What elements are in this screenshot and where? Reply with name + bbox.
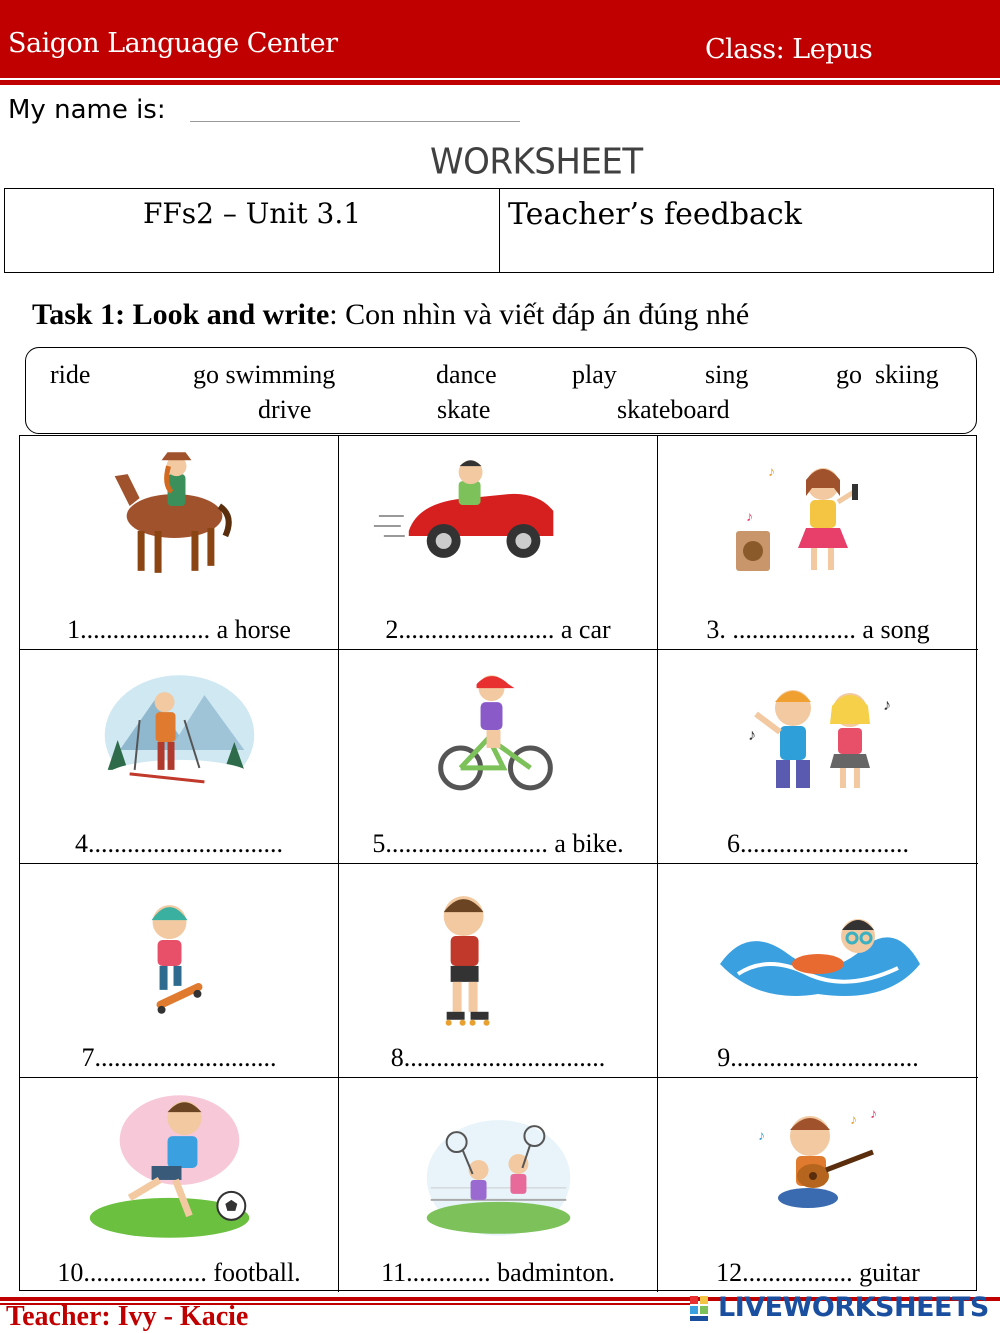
- word-bank-item: sing: [705, 360, 749, 389]
- item-caption[interactable]: 6..........................: [727, 829, 909, 858]
- worksheet-title: WORKSHEET: [430, 141, 643, 183]
- name-label: My name is:: [8, 95, 166, 125]
- teacher-feedback-label: Teacher’s feedback: [508, 197, 802, 232]
- grid-cell: [658, 1078, 978, 1292]
- item-caption[interactable]: 12................. guitar: [716, 1258, 920, 1287]
- grid-cell: [339, 1078, 658, 1292]
- svg-text:♪: ♪: [870, 1107, 877, 1122]
- unit-label: FFs2 – Unit 3.1: [5, 189, 500, 272]
- info-table: [4, 188, 994, 273]
- girl-singing-icon: [658, 436, 978, 606]
- header-divider: [0, 80, 1000, 85]
- word-bank-item: play: [572, 360, 617, 389]
- grid-cell: [339, 436, 658, 650]
- word-bank: [25, 347, 977, 434]
- task-description: : Con nhìn và viết đáp án đúng nhé: [329, 298, 750, 331]
- item-caption[interactable]: 1.................... a horse: [67, 615, 291, 644]
- liveworksheets-logo-icon: [690, 1294, 718, 1322]
- class-name: Class: Lepus: [705, 34, 873, 65]
- boy-playing-guitar-icon: [658, 1078, 978, 1248]
- boy-playing-football-icon: [20, 1078, 338, 1248]
- svg-text:♪: ♪: [758, 1129, 765, 1144]
- grid-cell: [20, 436, 339, 650]
- svg-text:♪: ♪: [850, 1113, 857, 1128]
- item-caption[interactable]: 9.............................: [717, 1043, 919, 1072]
- grid-cell: [658, 864, 978, 1078]
- task-title: Task 1: Look and write: [32, 298, 330, 331]
- grid-cell: [20, 864, 339, 1078]
- grid-cell: [20, 1078, 339, 1292]
- task-instruction: [32, 298, 749, 332]
- header-bar: [0, 0, 1000, 78]
- item-caption[interactable]: 5......................... a bike.: [372, 829, 624, 858]
- item-caption[interactable]: 7............................: [81, 1043, 277, 1072]
- word-bank-item: skateboard: [617, 395, 730, 424]
- school-name: Saigon Language Center: [8, 28, 338, 59]
- item-caption[interactable]: 10................... football.: [57, 1258, 301, 1287]
- word-bank-item: dance: [436, 360, 497, 389]
- item-caption[interactable]: 2........................ a car: [385, 615, 611, 644]
- word-bank-item: ride: [50, 360, 91, 389]
- svg-text:♪: ♪: [768, 465, 775, 480]
- kids-badminton-icon: [339, 1078, 657, 1248]
- item-caption[interactable]: 11............. badminton.: [381, 1258, 615, 1287]
- grid-cell: [658, 650, 978, 864]
- boy-rollerskating-icon: [339, 864, 657, 1034]
- word-bank-item: skate: [437, 395, 491, 424]
- item-caption[interactable]: 3. ................... a song: [706, 615, 930, 644]
- teacher-name: Teacher: Ivy - Kacie: [6, 1301, 249, 1332]
- name-input-line[interactable]: [190, 121, 520, 122]
- svg-text:♪: ♪: [748, 727, 756, 744]
- word-bank-item: drive: [258, 395, 312, 424]
- girl-skiing-icon: [20, 650, 338, 820]
- girl-skateboarding-icon: [20, 864, 338, 1034]
- item-caption[interactable]: 4..............................: [75, 829, 283, 858]
- boy-cycling-icon: [339, 650, 657, 820]
- horse-riding-girl-icon: [20, 436, 338, 606]
- svg-text:♪: ♪: [883, 697, 891, 714]
- girl-swimming-icon: [658, 864, 978, 1034]
- word-bank-item: go swimming: [193, 360, 336, 389]
- man-driving-car-icon: [339, 436, 657, 606]
- grid-cell: [20, 650, 339, 864]
- item-caption[interactable]: 8...............................: [390, 1043, 606, 1072]
- kids-dancing-icon: [658, 650, 978, 820]
- grid-cell: [658, 436, 978, 650]
- grid-cell: [339, 864, 658, 1078]
- word-bank-item: go skiing: [836, 360, 939, 389]
- liveworksheets-brand: LIVEWORKSHEETS: [718, 1292, 989, 1323]
- grid-cell: [339, 650, 658, 864]
- svg-text:♪: ♪: [746, 510, 753, 525]
- liveworksheets-logo[interactable]: [690, 1292, 989, 1323]
- picture-grid: [19, 435, 977, 1291]
